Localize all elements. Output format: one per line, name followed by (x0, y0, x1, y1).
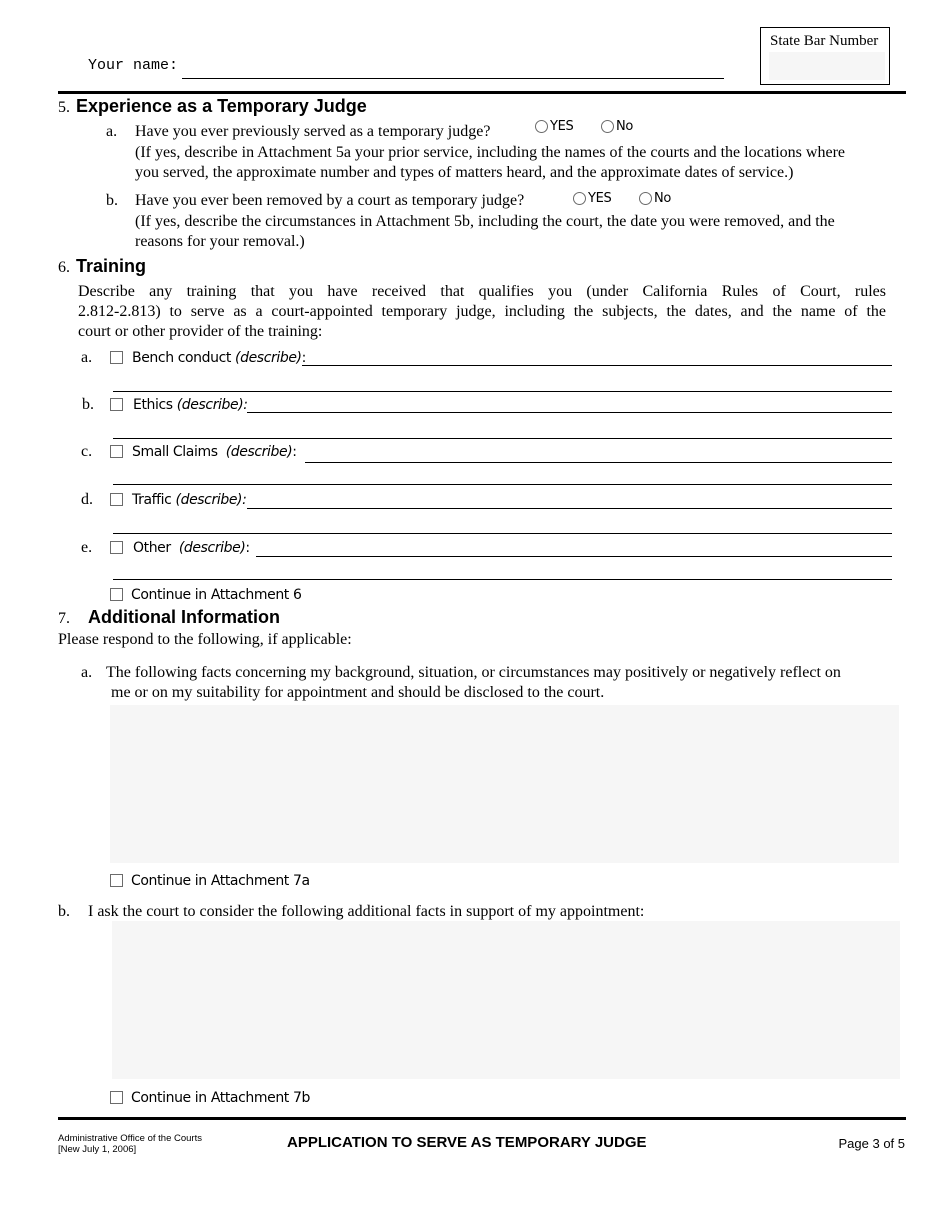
training-a-checkbox[interactable] (110, 351, 123, 364)
q7a-text-1: The following facts concerning my background, situation, or circumstances may positively or negatively reflect on (106, 664, 841, 681)
training-e-line-2[interactable] (113, 579, 892, 580)
q5b-yes-label: YES (588, 191, 612, 206)
training-e-checkbox[interactable] (110, 541, 123, 554)
footer-form-title: APPLICATION TO SERVE AS TEMPORARY JUDGE (287, 1134, 647, 1151)
training-d-line-1[interactable] (247, 508, 892, 509)
name-label: Your name: (88, 57, 179, 74)
state-bar-label: State Bar Number (770, 33, 879, 49)
training-c-line-2[interactable] (113, 484, 892, 485)
footer-date: [New July 1, 2006] (58, 1144, 137, 1155)
state-bar-box (760, 27, 890, 85)
training-b-letter: b. (82, 396, 94, 413)
training-a-line-1[interactable] (302, 365, 892, 366)
training-e-line-1[interactable] (256, 556, 892, 557)
training-a-label: Bench conduct (describe): (132, 350, 306, 366)
section7-title: Additional Information (88, 607, 280, 627)
continue-attachment-7b-checkbox[interactable] (110, 1091, 123, 1104)
q5b-note-1: (If yes, describe the circumstances in Attachment 5b, including the court, the date you were removed, and the (135, 213, 835, 230)
q7b-text: I ask the court to consider the following additional facts in support of my appointment: (88, 903, 645, 920)
state-bar-input[interactable] (769, 52, 885, 80)
section7-intro: Please respond to the following, if applicable: (58, 631, 352, 648)
training-d-checkbox[interactable] (110, 493, 123, 506)
q5a-note-2: you served, the approximate number and types of matters heard, and the approximate dates of service.) (135, 164, 794, 181)
training-d-line-2[interactable] (113, 533, 892, 534)
q5a-no-label: No (616, 119, 634, 134)
section5-title: Experience as a Temporary Judge (76, 96, 367, 116)
q5b-question: Have you ever been removed by a court as temporary judge? (135, 192, 525, 209)
q5a-note-1: (If yes, describe in Attachment 5a your prior service, including the names of the courts and the locations where (135, 144, 845, 161)
q5a-yes-radio[interactable] (535, 120, 548, 133)
section6-desc-2: 2.812-2.813) to serve as a court-appointed temporary judge, including the subjects, the dates, and the name of the (78, 303, 886, 320)
q5a-no-radio[interactable] (601, 120, 614, 133)
name-input[interactable] (182, 60, 724, 79)
training-b-label: Ethics (describe): (133, 397, 248, 413)
training-e-label: Other (describe): (133, 540, 250, 556)
continue-attachment-7a-label: Continue in Attachment 7a (131, 873, 310, 889)
header-divider (58, 91, 906, 94)
training-c-label: Small Claims (describe): (132, 444, 297, 460)
q7a-letter: a. (81, 664, 93, 681)
section6-title: Training (76, 256, 147, 276)
q5a-question: Have you ever previously served as a temporary judge? (135, 123, 491, 140)
training-c-checkbox[interactable] (110, 445, 123, 458)
q7a-text-2: me or on my suitability for appointment and should be disclosed to the court. (111, 684, 605, 701)
q5b-note-2: reasons for your removal.) (135, 233, 305, 250)
continue-attachment-6-checkbox[interactable] (110, 588, 123, 601)
training-c-letter: c. (81, 443, 93, 460)
section7-number: 7. (58, 610, 70, 627)
q5b-no-radio[interactable] (639, 192, 652, 205)
footer-divider (58, 1117, 906, 1120)
q5a-letter: a. (106, 123, 118, 140)
training-b-line-1[interactable] (247, 412, 892, 413)
section6-desc-3: court or other provider of the training: (78, 323, 323, 340)
training-e-letter: e. (81, 539, 93, 556)
q5b-letter: b. (106, 192, 118, 209)
training-a-letter: a. (81, 349, 93, 366)
q5b-yes-radio[interactable] (573, 192, 586, 205)
continue-attachment-6-label: Continue in Attachment 6 (131, 587, 302, 603)
training-a-line-2[interactable] (113, 391, 892, 392)
training-d-letter: d. (81, 491, 93, 508)
continue-attachment-7a-checkbox[interactable] (110, 874, 123, 887)
q7b-letter: b. (58, 903, 70, 920)
q7a-textarea[interactable] (110, 705, 899, 863)
training-d-label: Traffic (describe): (132, 492, 247, 508)
section6-number: 6. (58, 259, 70, 276)
q5a-yes-label: YES (550, 119, 574, 134)
training-b-checkbox[interactable] (110, 398, 123, 411)
section6-desc-1: Describe any training that you have received that qualifies you (under California Rules of Court, rules (78, 283, 886, 300)
footer-org: Administrative Office of the Courts (58, 1133, 202, 1144)
q5b-no-label: No (654, 191, 672, 206)
section5-number: 5. (58, 99, 70, 116)
continue-attachment-7b-label: Continue in Attachment 7b (131, 1090, 310, 1106)
training-b-line-2[interactable] (113, 438, 892, 439)
q7b-textarea[interactable] (112, 921, 900, 1079)
training-c-line-1[interactable] (305, 462, 892, 463)
footer-page: Page 3 of 5 (838, 1136, 905, 1151)
